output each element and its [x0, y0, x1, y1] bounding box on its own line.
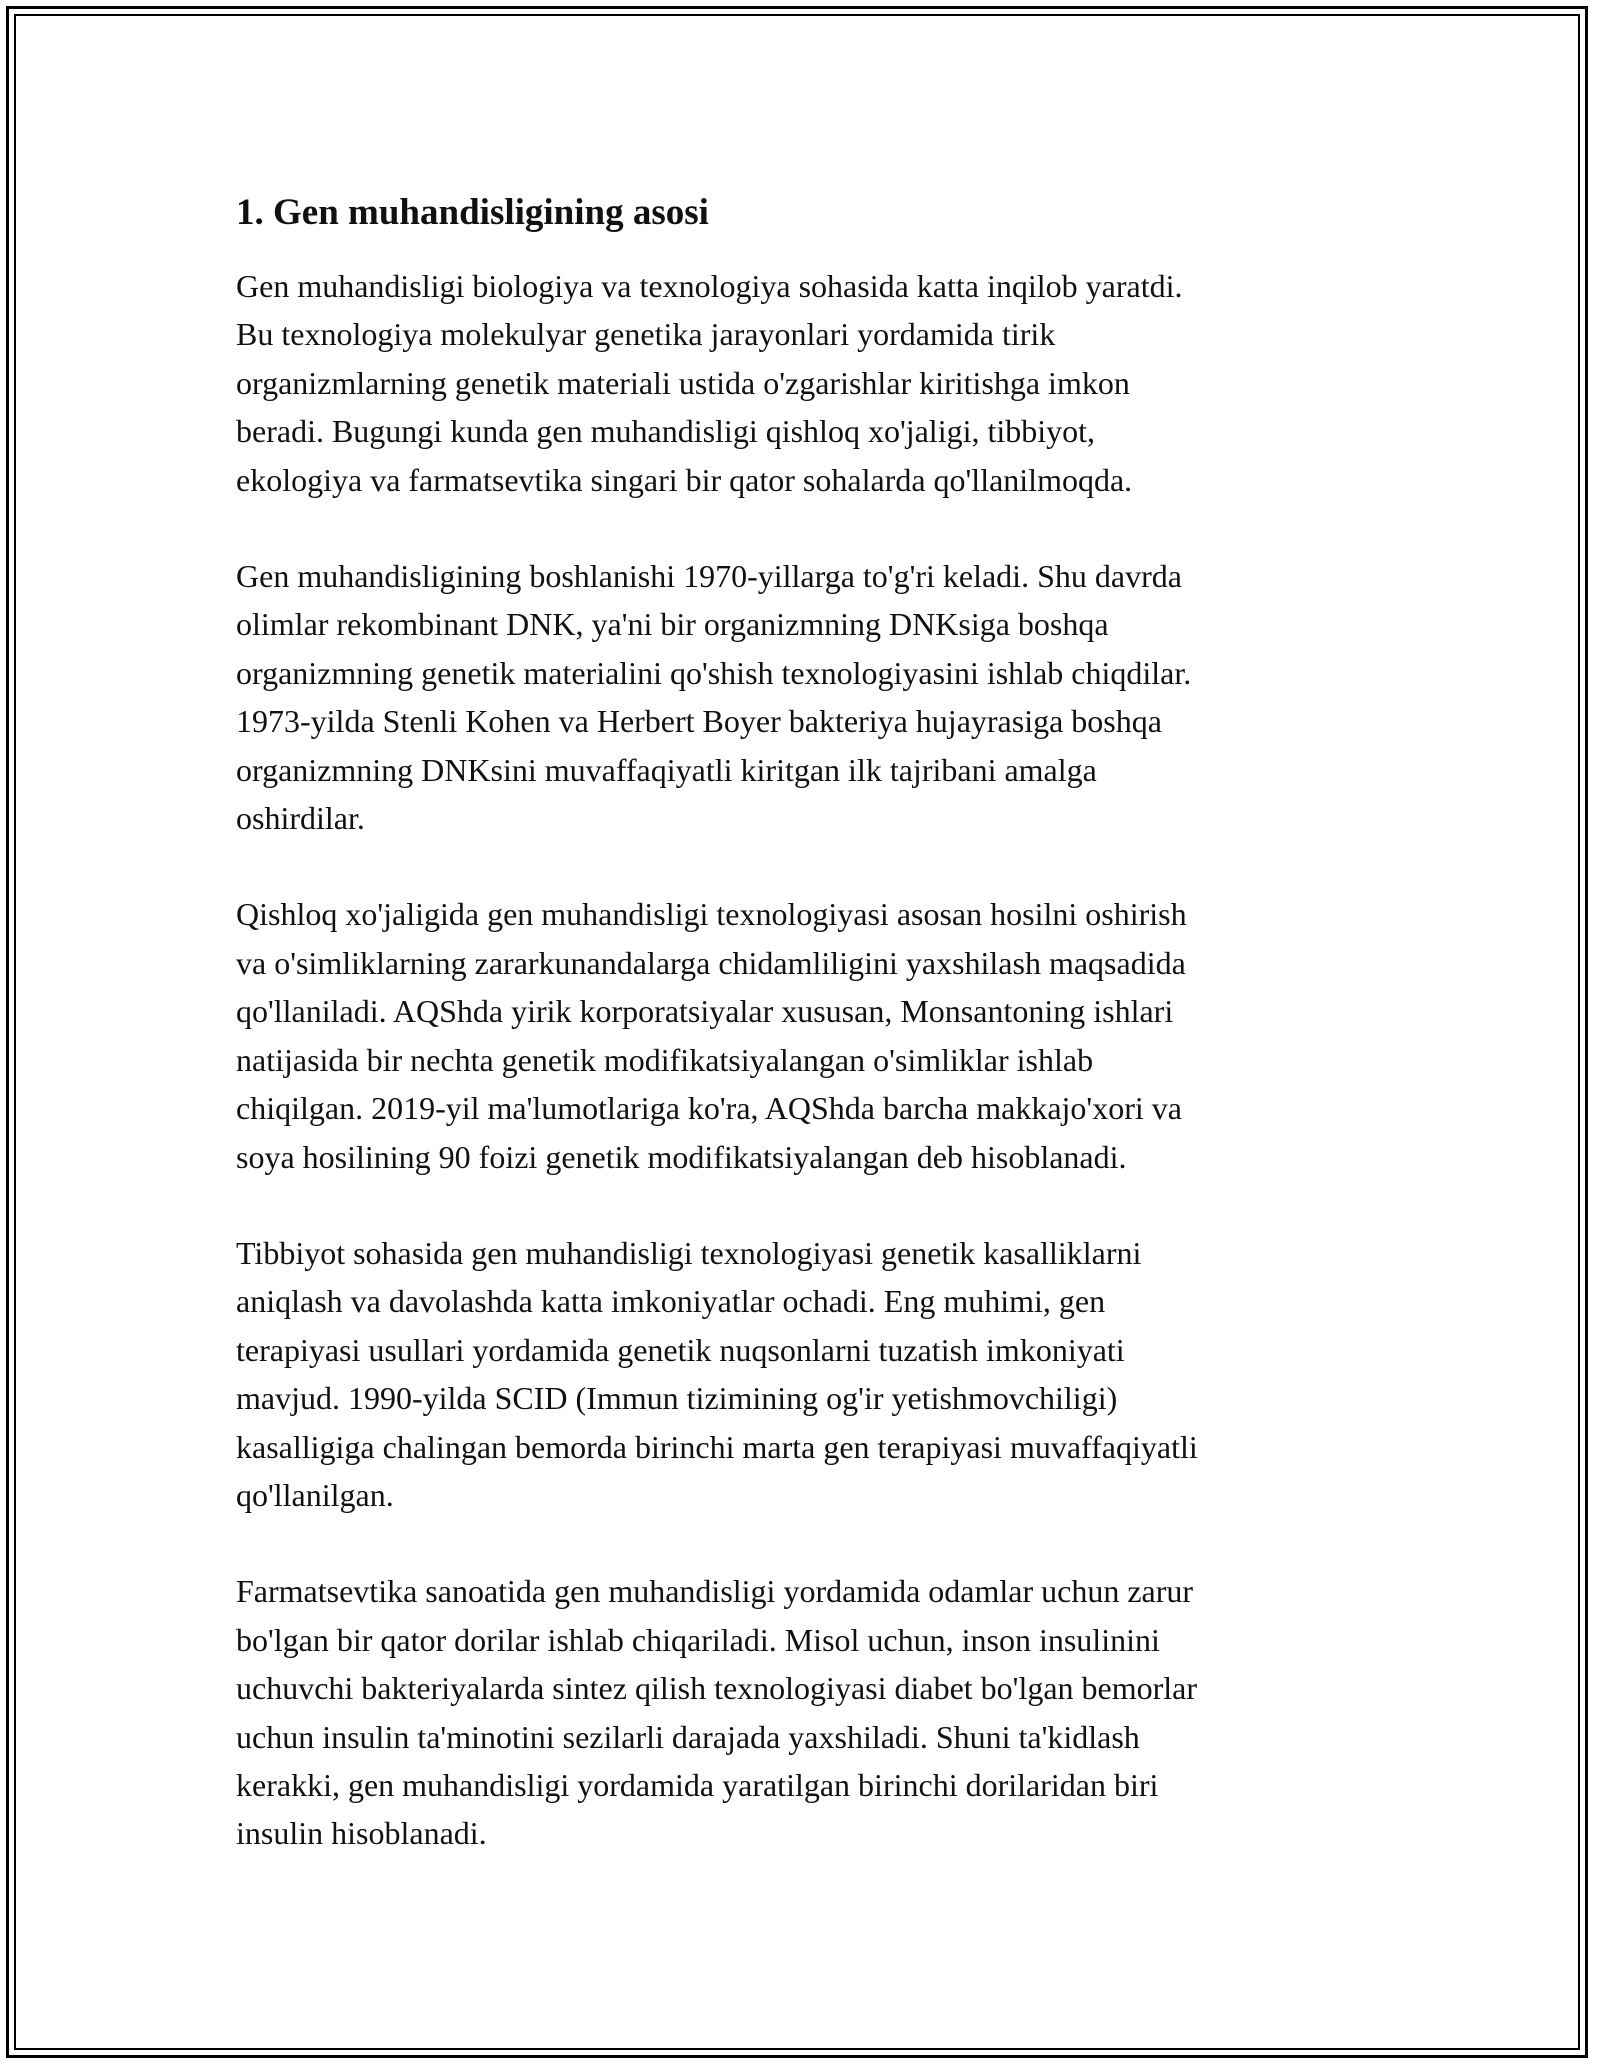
paragraph-medicine: Tibbiyot sohasida gen muhandisligi texnologiyasi genetik kasalliklarni aniqlash va davolashda katta imkoniyatlar ochadi. Eng muhimi, gen terapiyasi usullari yordamida genetik nuqsonlarni tuzatish imkoniyati mavjud. 1990-yilda SCID (Immun tizimining og'ir yetishmovchiligi) kasalligiga chalingan bemorda birinchi marta gen terapiyasi muvaffaqiyatli qo'llanilgan.: [236, 1234, 1198, 1513]
paragraph-pharmaceutics: Farmatsevtika sanoatida gen muhandisligi yordamida odamlar uchun zarur bo'lgan bir qator dorilar ishlab chiqariladi. Misol uchun, inson insulinini uchuvchi bakteriyalarda sintez qilish texnologiyasi diabet bo'lgan bemorlar uchun insulin ta'minotini sezilarli darajada yaxshiladi. Shuni ta'kidlash kerakki, gen muhandisligi yordamida yaratilgan birinchi dorilaridan biri insulin hisoblanadi.: [236, 1573, 1198, 1852]
section-heading: 1. Gen muhandisligining asosi: [236, 192, 709, 233]
paragraph-history: Gen muhandisligining boshlanishi 1970-yillarga to'g'ri keladi. Shu davrda olimlar rekombinant DNK, ya'ni bir organizmning DNKsiga boshqa organizmning genetik materialini qo'shish texnologiyasini ishlab chiqdilar. 1973-yilda Stenli Kohen va Herbert Boyer bakteriya hujayrasiga boshqa organizmning DNKsini muvaffaqiyatli kiritgan ilk tajribani amalga oshirdilar.: [236, 558, 1192, 837]
paragraph-agriculture: Qishloq xo'jaligida gen muhandisligi texnologiyasi asosan hosilni oshirish va o'simliklarning zararkunandalarga chidamliligini yaxshilash maqsadida qo'llaniladi. AQShda yirik korporatsiyalar xususan, Monsantoning ishlari natijasida bir nechta genetik modifikatsiyalangan o'simliklar ishlab chiqilgan. 2019-yil ma'lumotlariga ko'ra, AQShda barcha makkajo'xori va soya hosilining 90 foizi genetik modifikatsiyalangan deb hisoblanadi.: [236, 896, 1187, 1175]
paragraph-intro: Gen muhandisligi biologiya va texnologiya sohasida katta inqilob yaratdi. Bu texnologiya molekulyar genetika jarayonlari yordamida tirik organizmlarning genetik materiali ustida o'zgarishlar kiritishga imkon beradi. Bugungi kunda gen muhandisligi qishloq xo'jaligi, tibbiyot, ekologiya va farmatsevtika singari bir qator sohalarda qo'llanilmoqda.: [236, 268, 1183, 498]
document-body: [236, 186, 1356, 1906]
